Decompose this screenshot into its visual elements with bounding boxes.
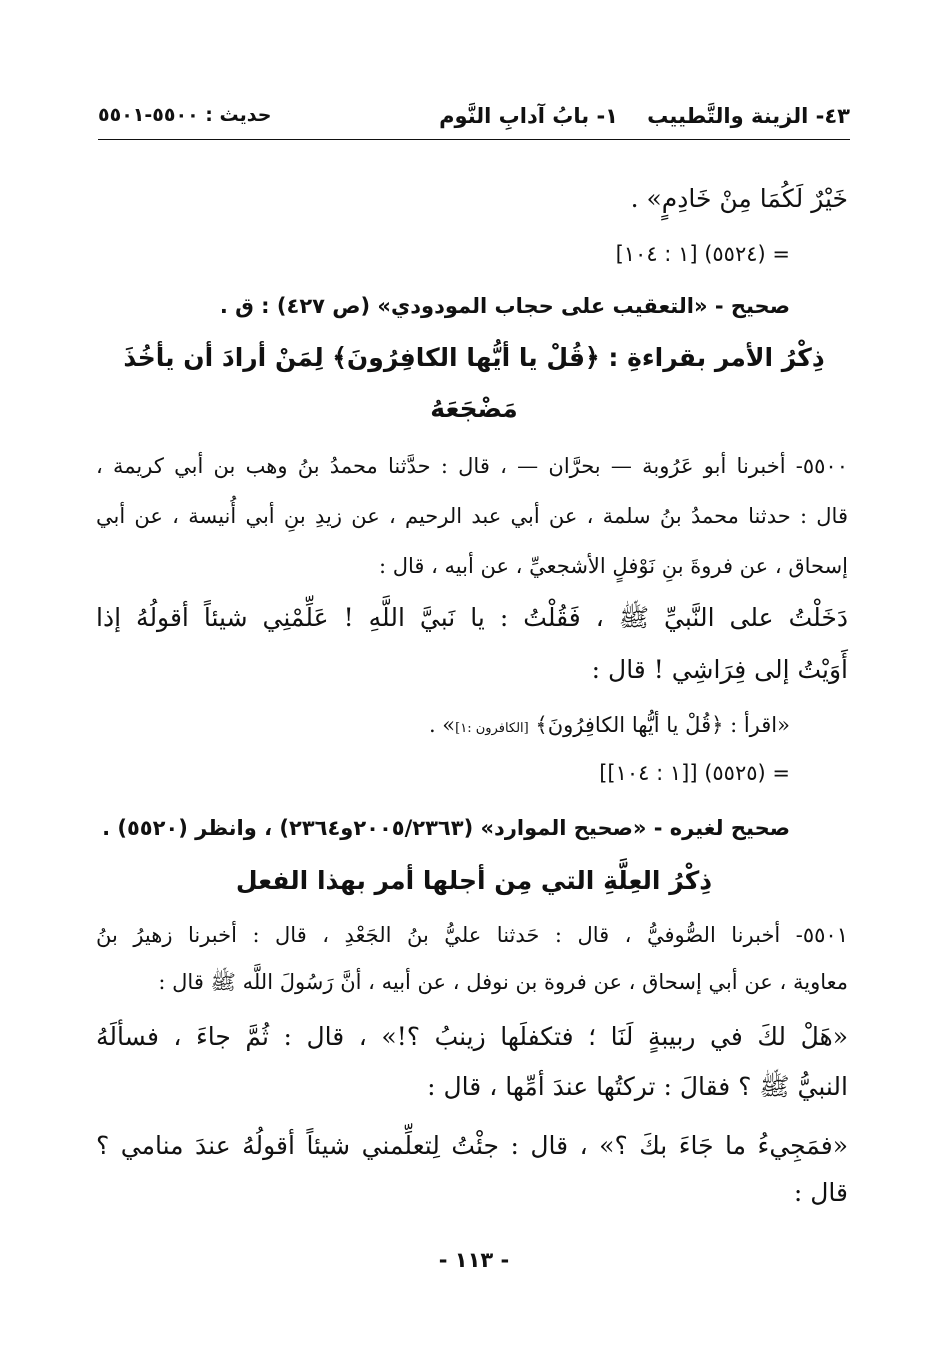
hadith-range: حديث : ٥٥٠٠-٥٥٠١	[98, 104, 272, 126]
isnad-line: ٥٥٠٠- أخبرنا أبو عَرُوبة — بحرَّان — ، قال : حدَّثنا محمدُ بنُ وهب بن أبي كريمة ،	[96, 454, 848, 478]
isnad-line: ٥٥٠١- أخبرنا الصُّوفيُّ ، قال : حَدثنا عليُّ بنُ الجَعْدِ ، قال : أخبرنا زهيرُ بنُ	[96, 923, 848, 947]
matn-line: أَوَيْتُ إلى فِرَاشِي ! قال :	[591, 655, 848, 684]
section-title: ١- بابُ آدابِ النَّوم	[439, 104, 618, 128]
cross-reference: = (٥٥٢٤) [١ : ١٠٤]	[615, 242, 790, 266]
grading-note: صحيح - «التعقيب على حجاب المودودي» (ص ٤٢٧) : ق .	[219, 294, 790, 318]
isnad-line: قال : حدثنا محمدُ بنُ سلمة ، عن أبي عبد الرحيم ، عن زيدِ بنِ أبي أُنيسة ، عن أبي	[96, 504, 848, 528]
isnad-line: إسحاق ، عن فروةَ بنِ نَوْفلٍ الأشجعيِّ ، عن أبيه ، قال :	[378, 554, 848, 578]
matn-line: «فمَجِيءُ ما جَاءَ بكَ ؟» ، قال : جئْتُ لِتعلِّمني شيئاً أقولُهُ عندَ منامي ؟	[96, 1131, 848, 1160]
matn-line	[429, 715, 790, 736]
chapter-heading: ذِكْرُ الأمر بقراءةِ : ﴿قُلْ يا أيُّها الكافِرُونَ﴾ لِمَنْ أرادَ أن يأخُذَ	[123, 343, 825, 372]
quote-close: » .	[428, 713, 456, 737]
running-header	[98, 100, 850, 134]
quran-quote: «اقرأ : ﴿قُلْ يا أيُّها الكافِرُونَ﴾	[535, 713, 790, 737]
page-number: - ١١٣ -	[438, 1248, 510, 1272]
matn-line: قال :	[793, 1178, 848, 1207]
isnad-line: معاوية ، عن أبي إسحاق ، عن فروة بن نوفل ، عن أبيه ، أنَّ رَسُولَ اللَّه ﷺ قال :	[158, 970, 848, 994]
matn-line: النبيُّ ﷺ ؟ فقالَ : تركتُها عندَ أمِّها ، قال :	[427, 1072, 848, 1101]
header-rule	[98, 139, 850, 140]
matn-line: «هَلْ لكَ في ربيبةٍ لَنَا ؛ فتكفلَها زينبُ ؟!» ، قال : ثُمَّ جاءَ ، فسألَهُ	[96, 1022, 848, 1051]
chapter-heading: ذِكْرُ العِلَّةِ التي مِن أجلها أمر بهذا الفعل	[235, 866, 713, 895]
matn-line: دَخَلْتُ على النَّبيِّ ﷺ ، فَقُلْتُ : يا نَبيَّ اللَّهِ ! عَلِّمْنِي شيئاً أقولُهُ إذا	[96, 603, 848, 632]
chapter-title: ٤٣- الزينة والتَّطييب	[647, 104, 850, 128]
text-line: خَيْرٌ لَكُمَا مِنْ خَادِمٍ» .	[630, 184, 848, 213]
cross-reference: = (٥٥٢٥) [[١ : ١٠٤]]	[599, 761, 790, 785]
verse-reference: [الكافرون :١]	[455, 721, 529, 736]
grading-note: صحيح لغيره - «صحيح الموارد» (٢٠٠٥/٢٣٦٣و٢٣٦٤) ، وانظر (٥٥٢٠) .	[102, 816, 790, 840]
chapter-heading-cont: مَضْجَعَهُ	[430, 394, 518, 423]
